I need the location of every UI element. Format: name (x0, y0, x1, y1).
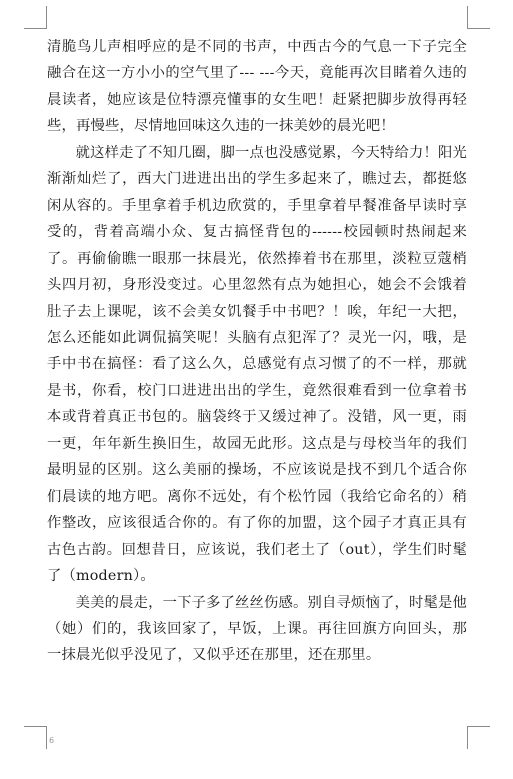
crop-mark-top-right (467, 6, 490, 29)
crop-mark-bottom-right (467, 726, 490, 749)
page-number: 6 (49, 736, 55, 745)
paragraph-1: 清脆鸟儿声相呼应的是不同的书声，中西古今的气息一下子完全融合在这一方小小的空气里了--- ---今天，竟能再次目睹着久违的晨读者，她应该是位特漂亮懂事的女生吧！赶紧把脚步放得再轻些，再慢些，尽情地回味这久违的一抹美妙的晨光吧！ (47, 39, 467, 135)
paragraph-2: 就这样走了不知几圈，脚一点也没感觉累，今天特给力！阳光渐渐灿烂了，西大门进进出出的学生多起来了，瞧过去，都挺悠闲从容的。手里拿着手机边欣赏的，手里拿着早餐准备早读时享受的，背着高端小众、复古搞怪背包的------校园顿时热闹起来了。再偷偷瞧一眼那一抹晨光，依然捧着书在那里，淡粒豆蔻梢头四月初，身形没变过。心里忽然有点为她担心，她会不会饿着肚子去上课呢，该不会美女饥餐手中书吧？！唉，年纪一大把，怎么还能如此调侃搞笑呢！头脑有点犯浑了？灵光一闪，哦，是手中书在搞怪：看了这么久，总感觉有点习惯了的不一样，那就是书，你看，校门口进进出出的学生，竟然很难看到一位拿着书本或背着真正书包的。脑袋终于又缓过神了。没错，风一更，雨一更，年年新生换旧生，故园无此形。这点是与母校当年的我们最明显的区别。这么美丽的操场，不应该说是找不到几个适合你们晨读的地方吧。离你不远处，有个松竹园（我给它命名的）稍作整改，应该很适合你的。有了你的加盟，这个园子才真正具有古色古韵。回想昔日，应该说，我们老土了（out），学生们时髦了（modern）。 (47, 144, 468, 585)
crop-mark-bottom-left (24, 726, 47, 749)
paragraph-3: 美美的晨走，一下子多了丝丝伤感。别自寻烦恼了，时髦是他（她）们的，我该回家了，早饭，上课。再往回旗方向回头，那一抹晨光似乎没见了，又似乎还在那里，还在那里。 (47, 594, 468, 664)
crop-mark-top-left (24, 6, 47, 29)
document-body (47, 34, 467, 669)
